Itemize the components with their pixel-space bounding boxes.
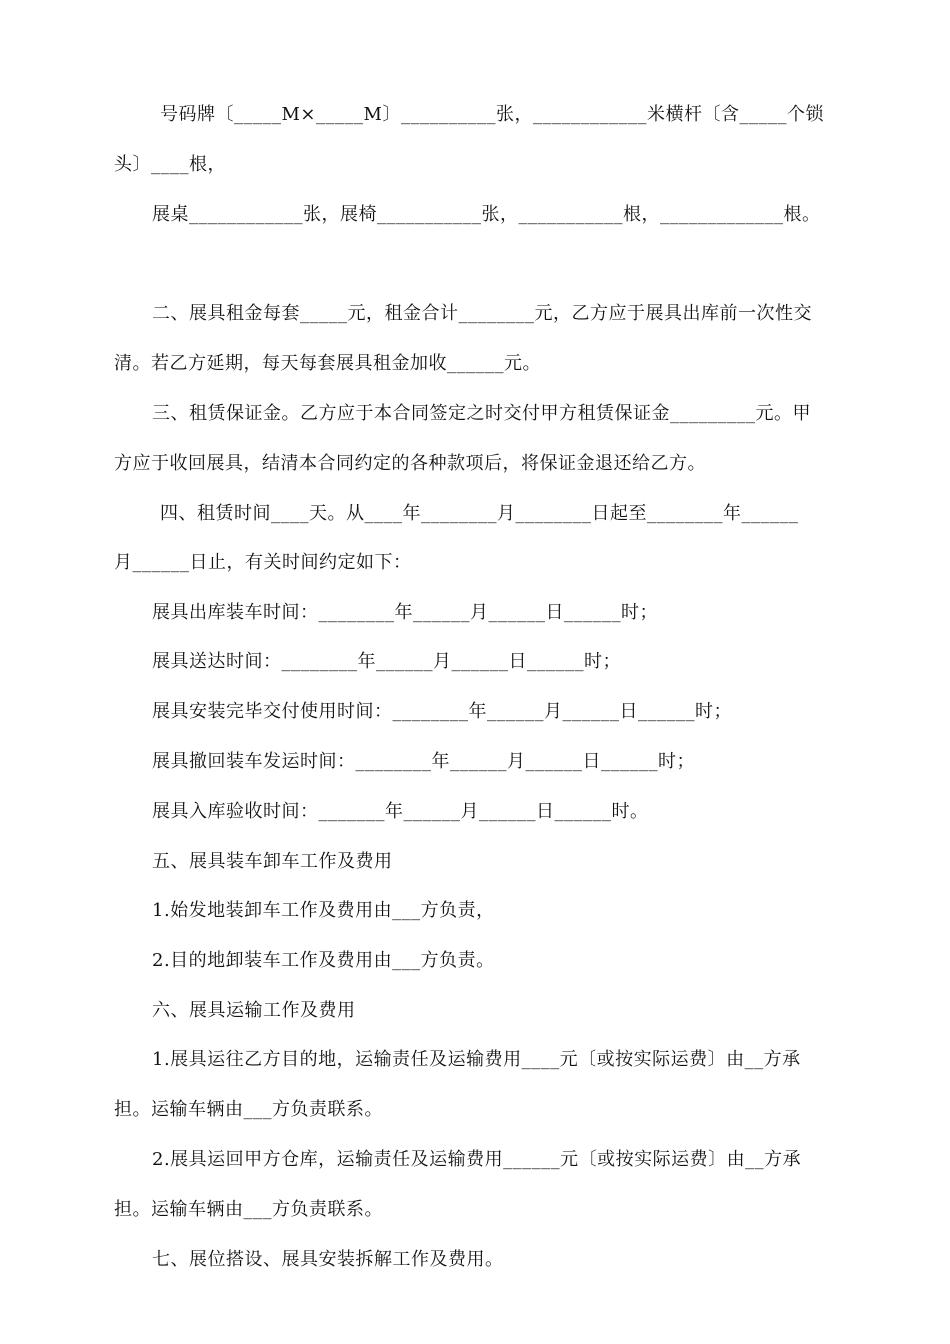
text-line-2: 头〕____根， <box>114 154 226 175</box>
text-line-12: 展具安装完毕交付使用时间：________年______月______日______时； <box>152 701 732 722</box>
text-line-5: 清。若乙方延期，每天每套展具租金加收______元。 <box>114 353 541 374</box>
text-line-4: 二、展具租金每套_____元，租金合计________元，乙方应于展具出库前一次性交 <box>152 303 812 324</box>
text-line-21: 2.展具运回甲方仓库，运输责任及运输费用______元〔或按实际运费〕由__方承 <box>152 1149 802 1170</box>
text-line-16: 1.始发地装卸车工作及费用由___方负责， <box>152 900 495 921</box>
text-line-1: 号码牌〔_____M×_____M〕__________张，____________米横杆〔含_____个锁 <box>160 104 824 125</box>
text-line-22: 担。运输车辆由___方负责联系。 <box>114 1199 383 1220</box>
text-line-17: 2.目的地卸装车工作及费用由___方负责。 <box>152 950 495 971</box>
text-line-11: 展具送达时间：________年______月______日______时； <box>152 651 621 672</box>
text-line-14: 展具入库验收时间：_______年______月______日______时。 <box>152 801 649 822</box>
text-line-6: 三、租赁保证金。乙方应于本合同签定之时交付甲方租赁保证金_________元。甲 <box>152 403 811 424</box>
text-line-19: 1.展具运往乙方目的地，运输责任及运输费用____元〔或按实际运费〕由__方承 <box>152 1049 801 1070</box>
text-line-10: 展具出库装车时间：________年______月______日______时； <box>152 602 658 623</box>
text-line-9: 月______日止，有关时间约定如下： <box>114 552 412 573</box>
text-line-7: 方应于收回展具，结清本合同约定的各种款项后，将保证金退还给乙方。 <box>114 453 706 474</box>
text-line-23: 七、展位搭设、展具安装拆解工作及费用。 <box>152 1249 504 1270</box>
text-line-20: 担。运输车辆由___方负责联系。 <box>114 1099 383 1120</box>
text-line-18: 六、展具运输工作及费用 <box>152 1000 356 1021</box>
text-line-15: 五、展具装车卸车工作及费用 <box>152 851 393 872</box>
text-line-3: 展桌____________张，展椅___________张，___________根，_____________根。 <box>152 204 821 225</box>
text-line-8: 四、租赁时间____天。从____年________月________日起至________年______ <box>160 503 799 524</box>
text-line-13: 展具撤回装车发运时间：________年______月______日______时； <box>152 751 695 772</box>
